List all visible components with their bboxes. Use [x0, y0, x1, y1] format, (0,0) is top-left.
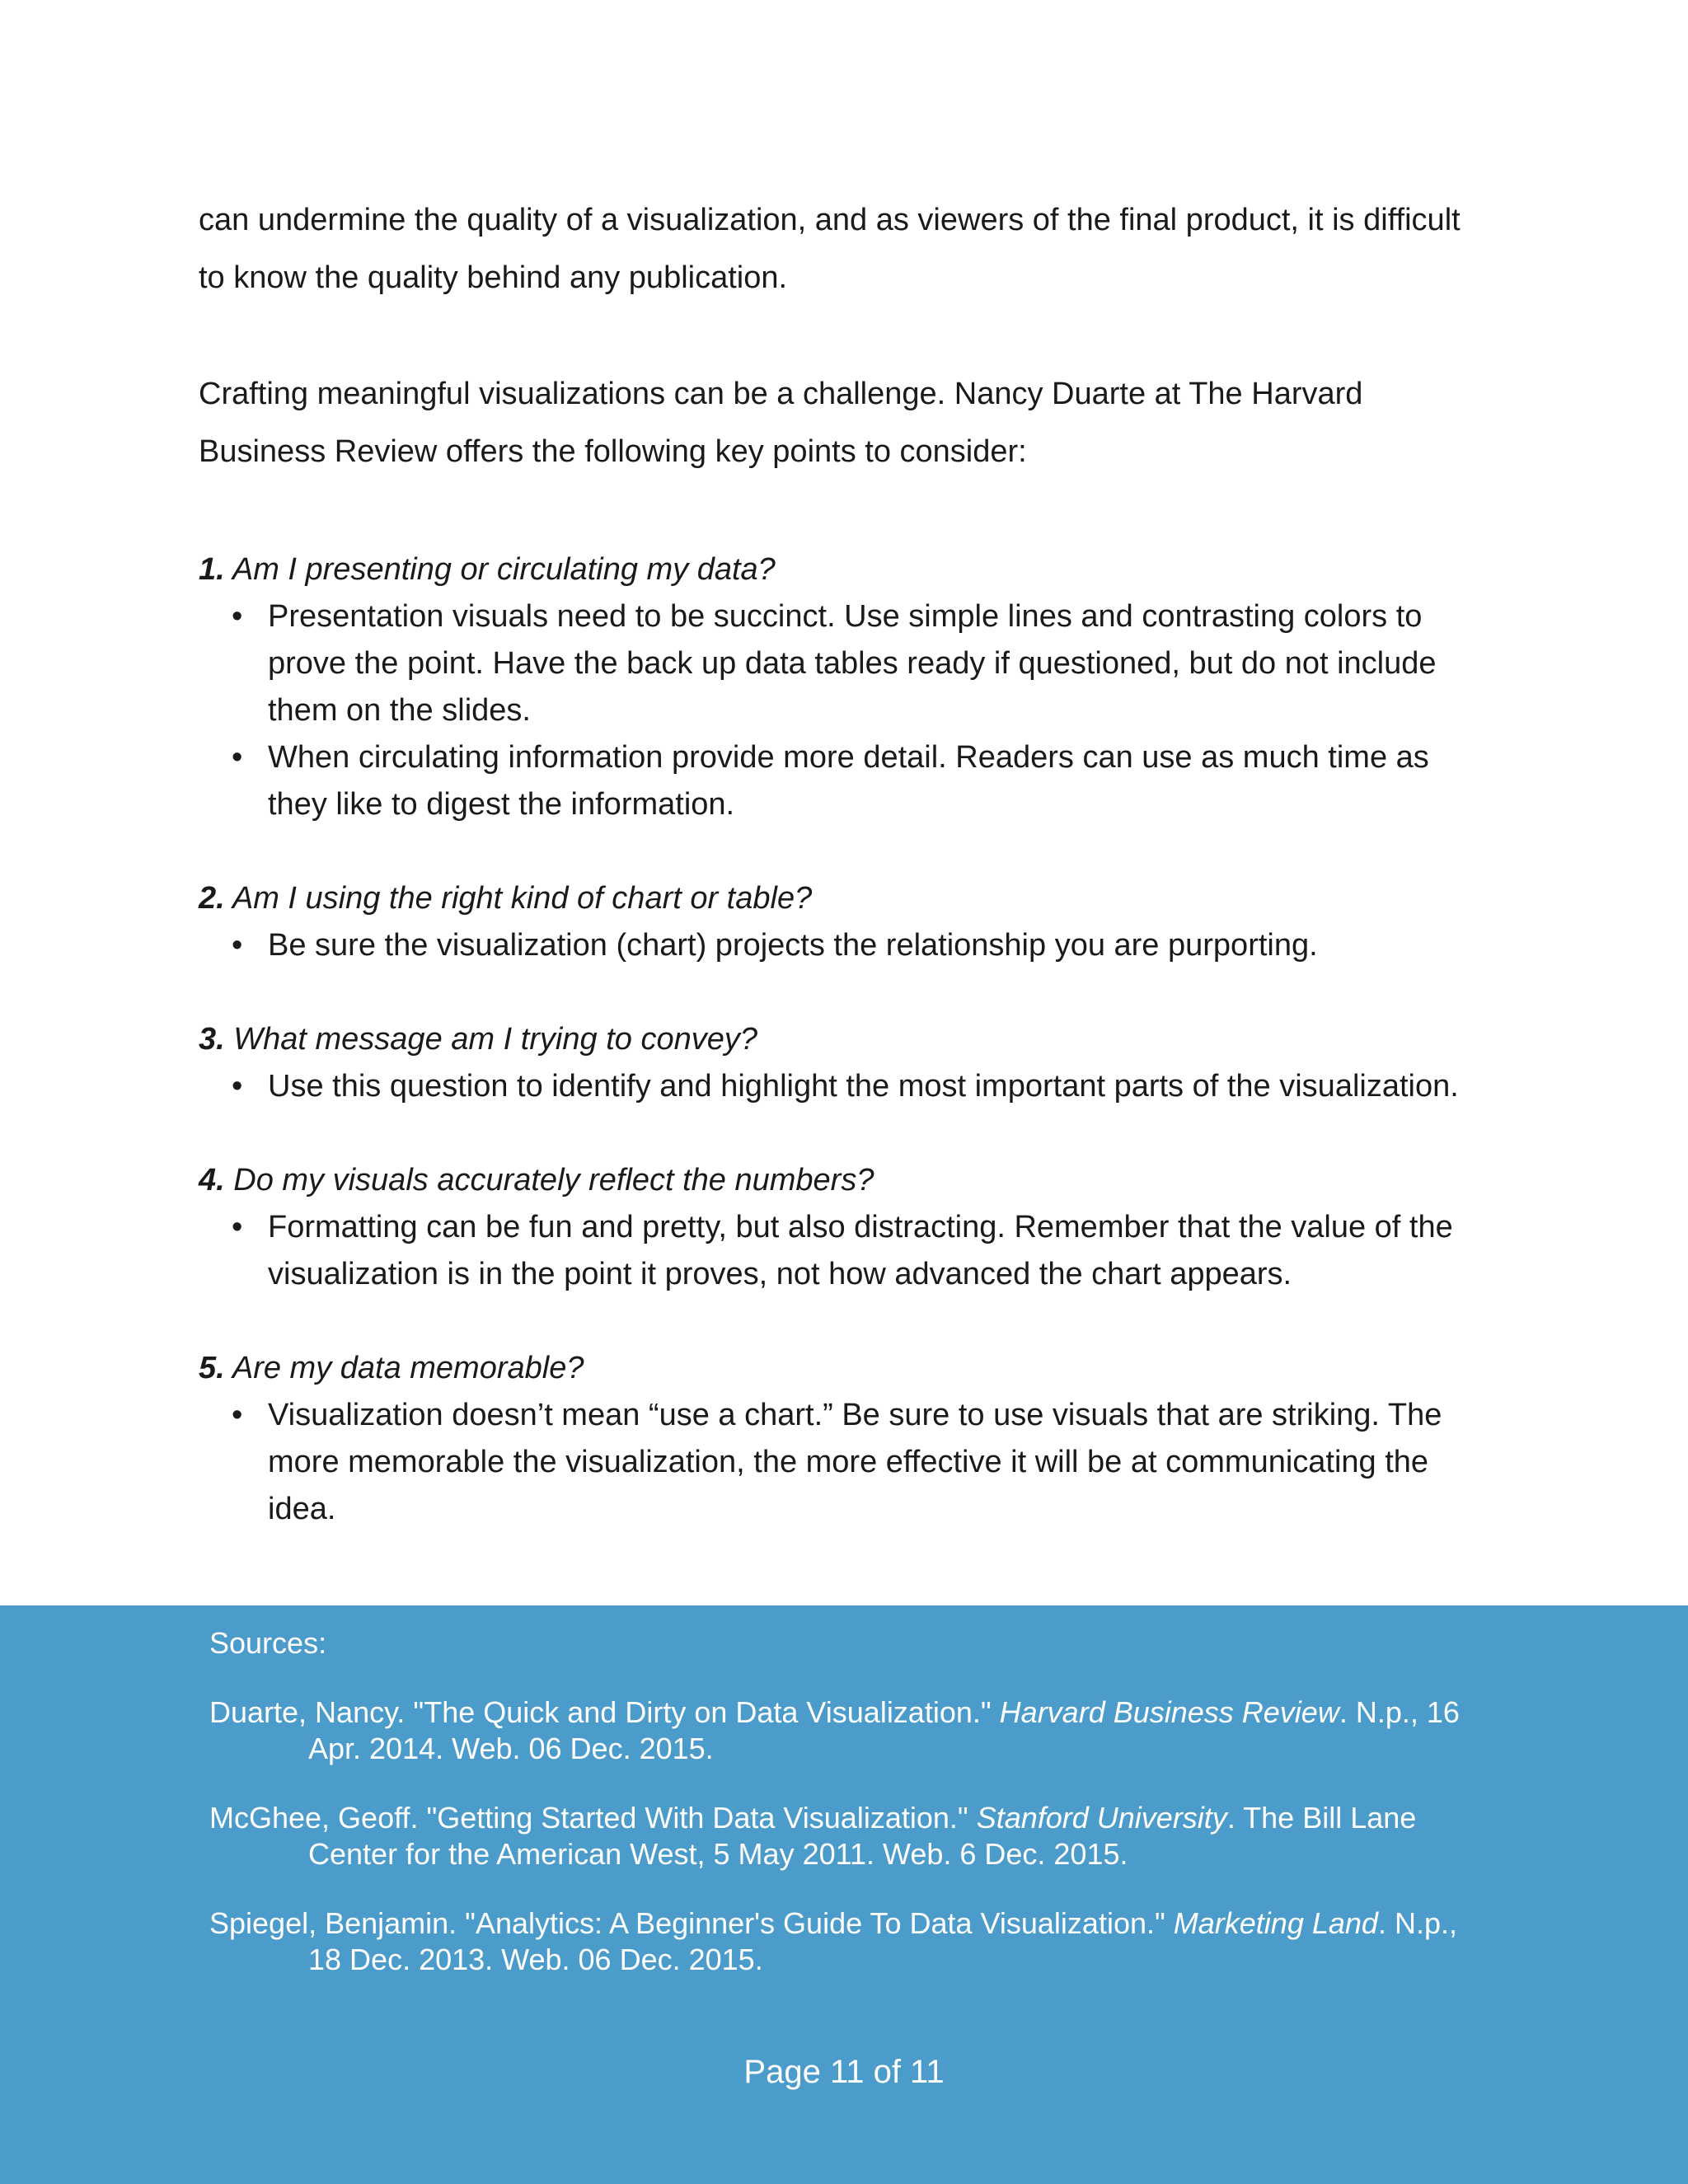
bullet-marker: • — [232, 1398, 243, 1432]
page-number: Page 11 of 11 — [743, 2054, 945, 2090]
document-body — [199, 191, 1484, 1533]
question-text: Am I using the right kind of chart or table? — [224, 881, 813, 916]
citation-text: McGhee, Geoff. "Getting Started With Data Visualization." — [209, 1801, 977, 1835]
citation-publication: Harvard Business Review — [999, 1695, 1339, 1729]
key-point — [199, 546, 1484, 828]
citation-text: Spiegel, Benjamin. "Analytics: A Beginner's Guide To Data Visualization." — [209, 1906, 1174, 1940]
bullet-marker: • — [232, 1210, 243, 1244]
question-text: Am I presenting or circulating my data? — [224, 552, 776, 587]
question-number: 3. — [199, 1022, 225, 1057]
question-number: 1. — [199, 552, 225, 587]
question-heading — [199, 1016, 1484, 1063]
question-text: Are my data memorable? — [224, 1351, 584, 1385]
citation — [209, 1800, 1495, 1872]
bullet-list — [199, 1063, 1484, 1110]
question-heading — [199, 1157, 1484, 1204]
bullet-text: Use this question to identify and highlight the most important parts of the visualization. — [268, 1069, 1459, 1104]
key-point — [199, 1016, 1484, 1110]
list-item — [199, 922, 1484, 969]
citation-details: . N.p., 18 Dec. 2013. Web. 06 Dec. 2015. — [308, 1906, 1457, 1976]
citation-publication: Stanford University — [976, 1801, 1227, 1835]
list-item — [199, 593, 1484, 734]
question-heading — [199, 875, 1484, 922]
citation-details: . The Bill Lane Center for the American West, 5 May 2011. Web. 6 Dec. 2015. — [308, 1801, 1417, 1871]
bullet-marker: • — [232, 928, 243, 963]
list-item — [199, 734, 1484, 828]
key-point — [199, 1345, 1484, 1533]
question-text: What message am I trying to convey? — [224, 1022, 757, 1057]
sources-label: Sources: — [209, 1626, 327, 1660]
question-heading — [199, 1345, 1484, 1392]
bullet-marker: • — [232, 599, 243, 634]
intro-paragraph: can undermine the quality of a visualization, and as viewers of the final product, it is difficult to know the quality behind any publication. — [199, 203, 1461, 295]
citation-publication: Marketing Land — [1173, 1906, 1378, 1940]
key-point — [199, 875, 1484, 969]
key-point — [199, 1157, 1484, 1298]
bullet-list — [199, 922, 1484, 969]
citation — [209, 1694, 1495, 1767]
bullet-list — [199, 1392, 1484, 1533]
list-item — [199, 1204, 1484, 1298]
bullet-text: Visualization doesn’t mean “use a chart.” Be sure to use visuals that are striking. The more memorable the visualization, the more effective it will be at communicating the idea. — [268, 1398, 1442, 1526]
citation — [209, 1905, 1495, 1978]
list-item — [199, 1392, 1484, 1533]
intro-paragraph-duarte: Crafting meaningful visualizations can be a challenge. Nancy Duarte at The Harvard Business Review offers the following key points to consider: — [199, 377, 1363, 469]
question-number: 2. — [199, 881, 225, 916]
list-item — [199, 1063, 1484, 1110]
bullet-list — [199, 593, 1484, 828]
citation-text: Duarte, Nancy. "The Quick and Dirty on Data Visualization." — [209, 1695, 1000, 1729]
question-heading — [199, 546, 1484, 593]
sources-section — [209, 1625, 1495, 1978]
bullet-list — [199, 1204, 1484, 1298]
citation-details: . N.p., 16 Apr. 2014. Web. 06 Dec. 2015. — [308, 1695, 1460, 1765]
bullet-text: When circulating information provide more detail. Readers can use as much time as they like to digest the information. — [268, 740, 1429, 822]
bullet-text: Be sure the visualization (chart) projects the relationship you are purporting. — [268, 928, 1318, 963]
bullet-marker: • — [232, 1069, 243, 1104]
key-points-list — [199, 546, 1484, 1533]
sources-footer — [0, 1605, 1688, 2184]
question-text: Do my visuals accurately reflect the numbers? — [224, 1163, 874, 1197]
bullet-text: Presentation visuals need to be succinct. Use simple lines and contrasting colors to prove the point. Have the back up data tables ready if questioned, but do not include them on the slides. — [268, 599, 1437, 728]
question-number: 4. — [199, 1163, 225, 1197]
bullet-marker: • — [232, 740, 243, 775]
question-number: 5. — [199, 1351, 225, 1385]
bullet-text: Formatting can be fun and pretty, but also distracting. Remember that the value of the visualization is in the point it proves, not how advanced the chart appears. — [268, 1210, 1453, 1291]
